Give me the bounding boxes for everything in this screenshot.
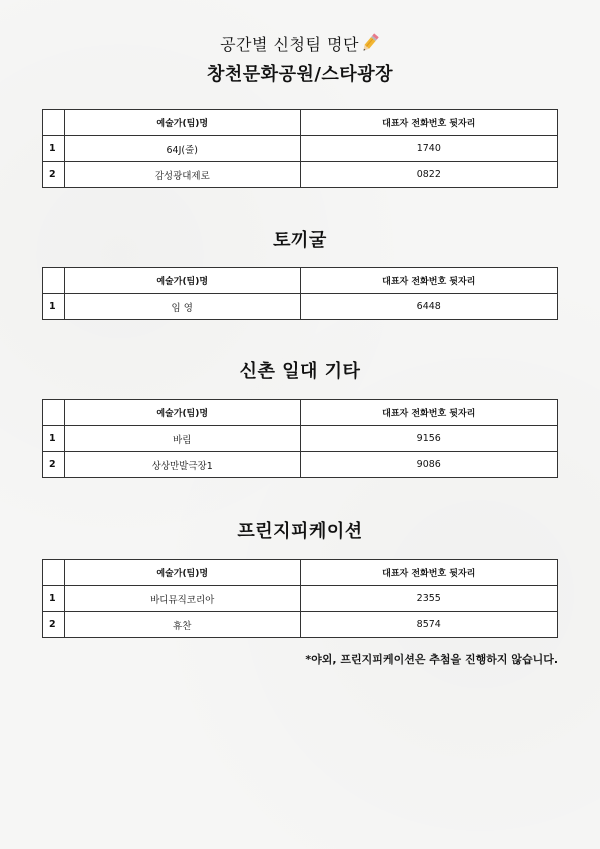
table-tokkigul [42, 267, 558, 320]
table-header-row [43, 268, 558, 294]
table-changcheon [42, 109, 558, 188]
header-num-cell [43, 268, 65, 294]
table-header-row [43, 560, 558, 586]
phone-digits: 0822 [300, 162, 557, 188]
phone-digits: 8574 [300, 612, 558, 638]
header-num-cell [43, 400, 65, 426]
row-number: 1 [43, 586, 65, 612]
pencil-icon [360, 32, 380, 58]
table-row [43, 162, 558, 188]
header-name-cell: 예술가(팀)명 [64, 560, 300, 586]
artist-name: 바디뮤직코리아 [64, 586, 300, 612]
table-fringification [42, 559, 558, 638]
row-number: 2 [43, 162, 65, 188]
table-header-row [43, 110, 558, 136]
table-header-row [43, 400, 558, 426]
table-row [43, 612, 558, 638]
header-phone-cell: 대표자 전화번호 뒷자리 [300, 110, 557, 136]
header-phone-cell: 대표자 전화번호 뒷자리 [300, 268, 558, 294]
phone-digits: 1740 [300, 136, 557, 162]
row-number: 1 [43, 426, 65, 452]
artist-name: 임 영 [64, 294, 300, 320]
phone-digits: 2355 [300, 586, 558, 612]
artist-name: 감성광대제로 [64, 162, 300, 188]
table-row [43, 586, 558, 612]
row-number: 2 [43, 612, 65, 638]
section-title-tokkigul: 토끼굴 [273, 230, 327, 251]
row-number: 2 [43, 452, 65, 478]
table-sinchon [42, 399, 558, 478]
header-name-cell: 예술가(팀)명 [64, 400, 300, 426]
header-phone-cell: 대표자 전화번호 뒷자리 [300, 560, 558, 586]
row-number: 1 [43, 136, 65, 162]
table-row [43, 452, 558, 478]
artist-name: 휴찬 [64, 612, 300, 638]
row-number: 1 [43, 294, 65, 320]
footnote: *야외, 프린지피케이션은 추첨을 진행하지 않습니다. [305, 653, 558, 666]
page-subtitle-text: 공간별 신청팀 명단 [220, 35, 359, 54]
header-phone-cell: 대표자 전화번호 뒷자리 [300, 400, 558, 426]
phone-digits: 9086 [300, 452, 558, 478]
header-name-cell: 예술가(팀)명 [64, 110, 300, 136]
header-name-cell: 예술가(팀)명 [64, 268, 300, 294]
section-title-sinchon: 신촌 일대 기타 [239, 361, 361, 382]
header-num-cell [43, 110, 65, 136]
phone-digits: 9156 [300, 426, 558, 452]
header-num-cell [43, 560, 65, 586]
table-row [43, 294, 558, 320]
table-row [43, 426, 558, 452]
phone-digits: 6448 [300, 294, 558, 320]
artist-name: 상상만발극장1 [64, 452, 300, 478]
table-row [43, 136, 558, 162]
page-subtitle [0, 32, 600, 58]
section-title-changcheon: 창천문화공원/스타광장 [207, 64, 393, 85]
artist-name: 64J(줄) [64, 136, 300, 162]
section-title-fringification: 프린지피케이션 [237, 521, 363, 542]
artist-name: 바림 [64, 426, 300, 452]
